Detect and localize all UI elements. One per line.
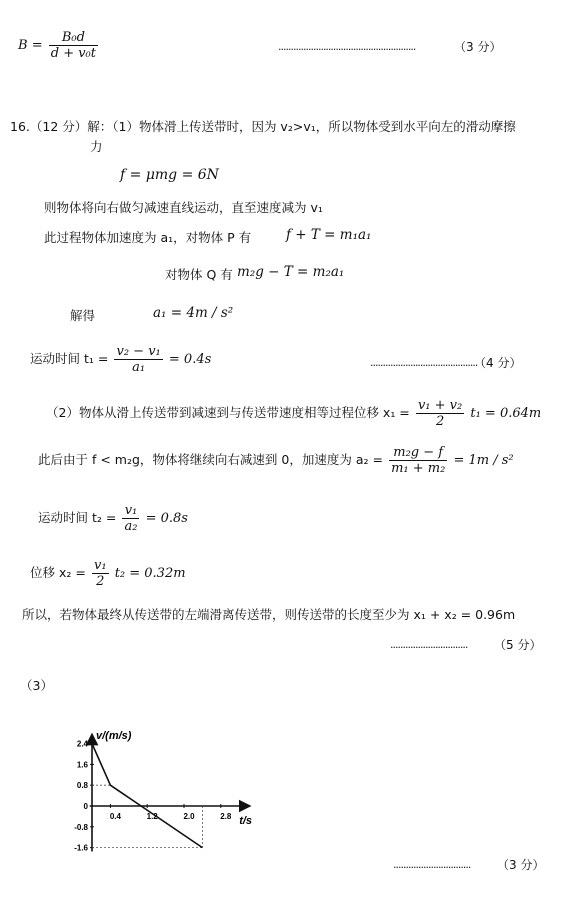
q16-line2-text: 此过程物体加速度为 a₁，对物体 P 有 bbox=[44, 230, 252, 245]
score-label: （4 分） bbox=[474, 356, 522, 370]
t1-label: 运动时间 t₁ = bbox=[30, 351, 109, 366]
velocity-time-chart bbox=[60, 706, 280, 876]
q16-line2-eq: f + T = m₁a₁ bbox=[286, 227, 372, 243]
y-tick-label: 0 bbox=[83, 802, 88, 811]
q16-solve-label: 解得 bbox=[70, 308, 96, 323]
dotted-leader: ........................................... bbox=[370, 356, 478, 369]
y-tick-label: 0.8 bbox=[76, 781, 88, 791]
friction-equation: f = μmg = 6N bbox=[120, 167, 219, 183]
t1-fraction bbox=[114, 344, 162, 375]
a2-formula bbox=[38, 445, 514, 476]
x-axis-label: t/s bbox=[239, 815, 253, 827]
conclusion-line: 所以，若物体最终从传送带的左端滑离传送带，则传送带的长度至少为 x₁ + x₂ = 0.96m bbox=[22, 607, 516, 622]
y-tick-label: 1.6 bbox=[76, 760, 88, 770]
dotted-leader: ....................................................... bbox=[278, 40, 416, 53]
q16-heading: 16.（12 分）解：（1）物体滑上传送带时，因为 v₂>v₁，所以物体受到水平向左的滑动摩擦 bbox=[10, 119, 516, 134]
x1-formula bbox=[46, 398, 541, 429]
a2-fraction bbox=[389, 445, 447, 476]
t1-denominator: a₁ bbox=[132, 360, 146, 375]
score-label: （3 分） bbox=[454, 40, 502, 54]
x-tick-label: 2.0 bbox=[183, 812, 195, 821]
y-tick-label: -0.8 bbox=[74, 822, 88, 832]
score-label: （3 分） bbox=[497, 858, 545, 872]
B-denominator: d + v₀t bbox=[50, 46, 96, 61]
dotted-leader: ............................... bbox=[390, 638, 468, 651]
a2-label: 此后由于 f < m₂g，物体将继续向右减速到 0，加速度为 a₂ = bbox=[38, 452, 383, 467]
t2-label: 运动时间 t₂ = bbox=[38, 510, 117, 525]
score-label: （5 分） bbox=[494, 638, 542, 652]
B-symbol: B bbox=[18, 38, 28, 53]
t1-result: = 0.4s bbox=[168, 352, 212, 367]
x2-label: 位移 x₂ = bbox=[30, 565, 86, 580]
t2-result: = 0.8s bbox=[145, 511, 188, 526]
q16-line3-text: 对物体 Q 有 bbox=[165, 267, 233, 282]
x2-fraction bbox=[92, 558, 109, 589]
a2-numerator: m₂g − f bbox=[389, 445, 447, 461]
q16-line3-eq: m₂g − T = m₂a₁ bbox=[237, 264, 345, 280]
t2-formula bbox=[38, 503, 188, 534]
q16-line1: 则物体将向右做匀减速直线运动，直至速度减为 v₁ bbox=[44, 200, 323, 215]
q16-heading-cont: 力 bbox=[90, 139, 103, 154]
x1-numerator: v₁ + v₂ bbox=[417, 398, 463, 413]
x1-label: （2）物体从滑上传送带到减速到与传送带速度相等过程位移 x₁ = bbox=[46, 405, 410, 420]
dotted-leader: ............................... bbox=[393, 858, 471, 871]
x-tick-label: 1.2 bbox=[146, 812, 158, 821]
x2-result: t₂ = 0.32m bbox=[114, 566, 186, 581]
x-tick-label: 2.8 bbox=[220, 812, 232, 821]
a2-denominator: m₁ + m₂ bbox=[391, 461, 446, 476]
velocity-line bbox=[92, 744, 202, 848]
part3-label: （3） bbox=[20, 678, 53, 693]
y-axis-label: v/(m/s) bbox=[96, 729, 132, 742]
B-numerator: B₀d bbox=[49, 30, 98, 46]
t2-denominator: a₂ bbox=[124, 519, 138, 534]
x1-fraction bbox=[416, 398, 464, 429]
t1-formula bbox=[30, 344, 211, 375]
x-tick-label: 0.4 bbox=[109, 812, 121, 821]
t1-numerator: v₂ − v₁ bbox=[116, 344, 161, 359]
B-fraction bbox=[49, 30, 98, 61]
x2-numerator: v₁ bbox=[93, 558, 107, 573]
x1-result: t₁ = 0.64m bbox=[470, 406, 542, 421]
y-tick-label: 2.4 bbox=[76, 739, 88, 749]
t2-fraction bbox=[122, 503, 139, 534]
a2-result: = 1m / s² bbox=[453, 453, 514, 468]
formula-B: B = $\frac{\text{B₀d}}{\text{d + v₀t}}$ bbox=[18, 30, 96, 61]
x2-denominator: 2 bbox=[96, 574, 105, 589]
x1-denominator: 2 bbox=[435, 414, 445, 429]
q16-solve-eq: a₁ = 4m / s² bbox=[153, 305, 234, 321]
x2-formula bbox=[30, 558, 186, 589]
y-tick-label: -1.6 bbox=[74, 843, 88, 853]
t2-numerator: v₁ bbox=[122, 503, 139, 519]
